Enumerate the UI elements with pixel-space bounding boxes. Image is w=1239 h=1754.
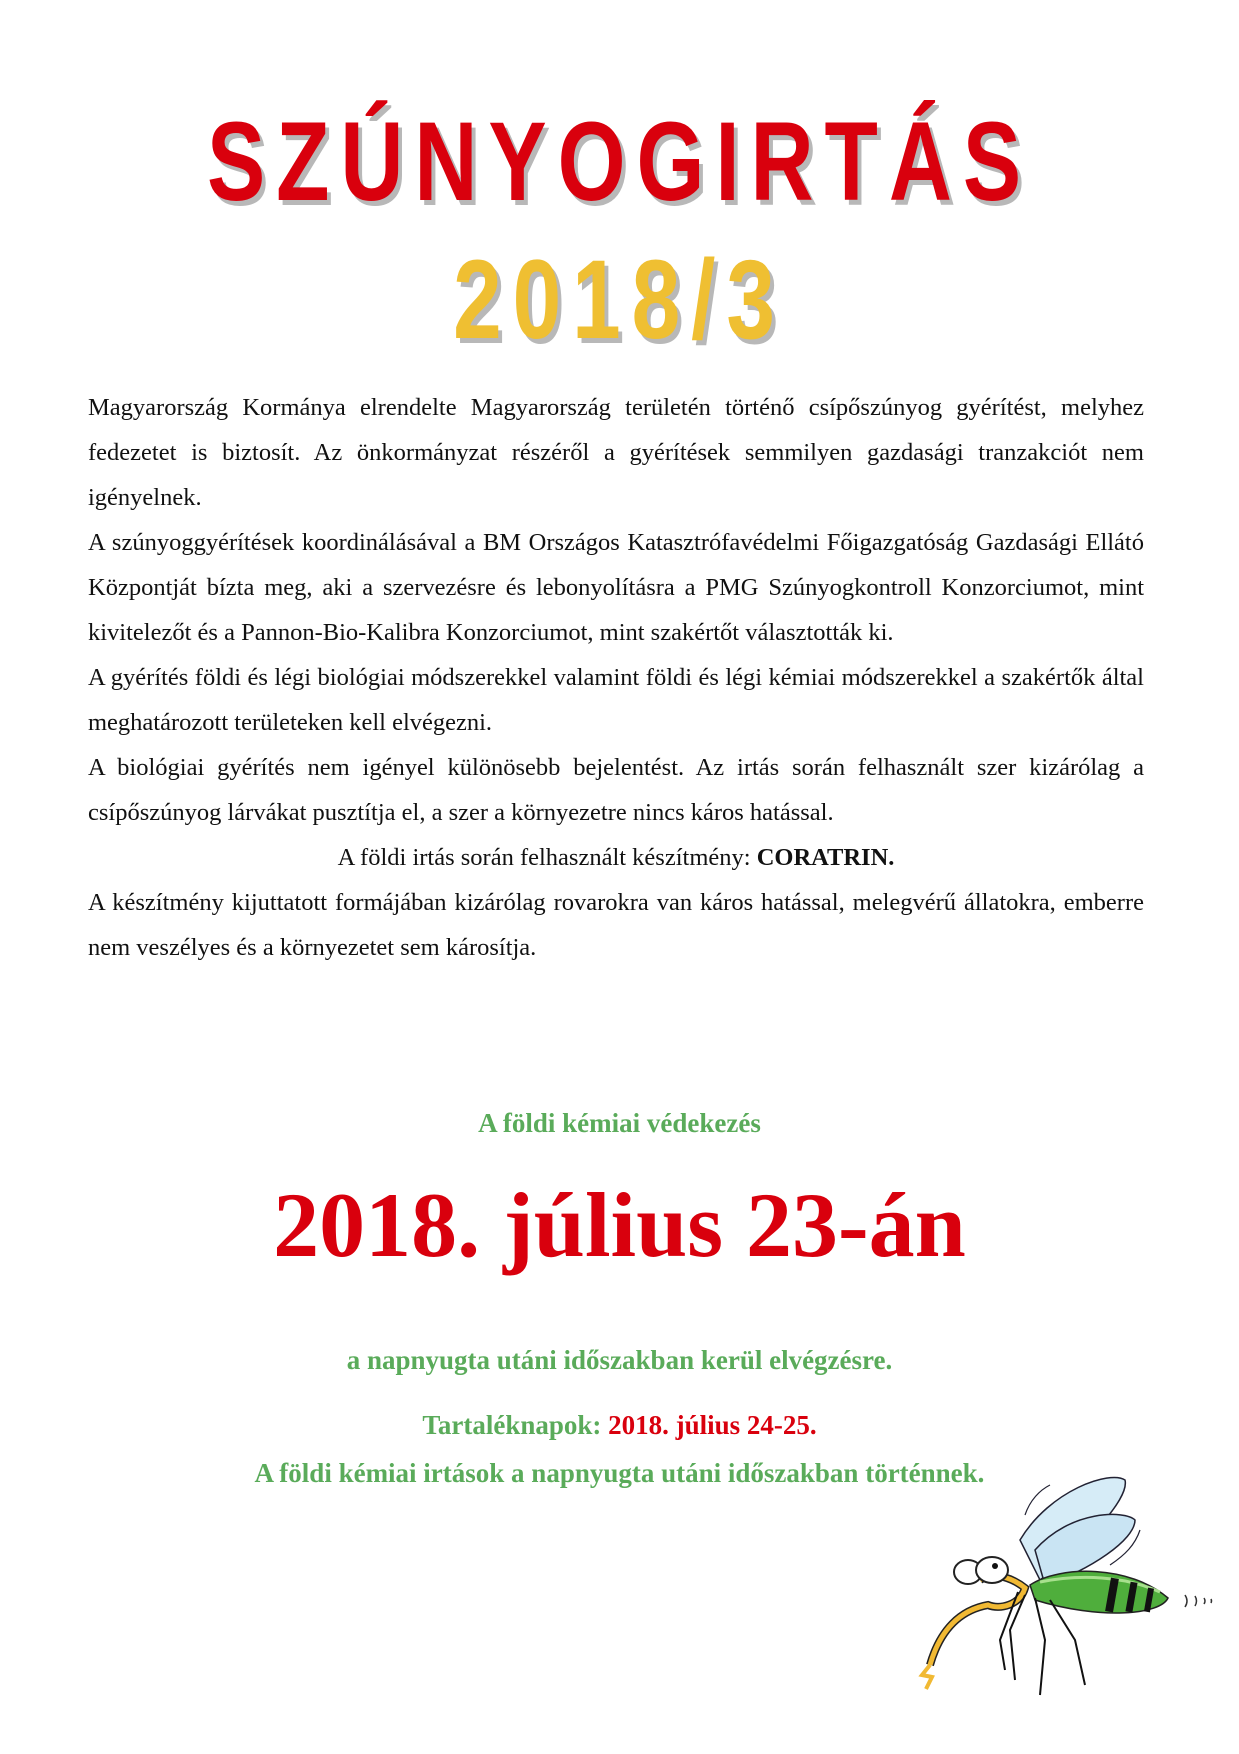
mosquito-cartoon-icon [900,1470,1230,1700]
notice-timing: a napnyugta utáni időszakban kerül elvégzésre. [346,1345,893,1375]
paragraph-biological: A biológiai gyérítés nem igényel különösebb bejelentést. Az irtás során felhasznált szer kizárólag a csípőszúnyog lárvákat pusztítja el, a szer a környezetre nincs káros hatással. [88,754,1144,826]
product-label: A földi irtás során felhasznált készítmény: [337,844,757,871]
paragraph-methods: A gyérítés földi és légi biológiai módszerekkel valamint földi és légi kémiai módszerekkel a szakértők által meghatározott területeken kell elvégezni. [88,664,1144,736]
body-text [88,385,1144,970]
product-name: CORATRIN. [756,844,895,871]
treatment-date: 2018. július 23-án [273,1174,966,1276]
notice-label: A földi kémiai védekezés [478,1108,761,1138]
issue-number: 2018/3 [453,237,786,362]
paragraph-government-order: Magyarország Kormánya elrendelte Magyarország területén történő csípőszúnyog gyérítést, melyhez fedezetet is biztosít. Az önkormányzat részéről a gyérítések semmilyen gazdasági tranzakciót nem igényelnek. [88,394,1144,511]
reserve-days [0,1410,1239,1441]
page-title: SZÚNYOGIRTÁS [206,99,1033,224]
notice-closing: A földi kémiai irtások a napnyugta utáni időszakban történnek. [254,1458,985,1488]
paragraph-product [88,835,1144,880]
paragraph-coordination: A szúnyoggyérítések koordinálásával a BM Országos Katasztrófavédelmi Főigazgatóság Gazdasági Ellátó Központját bízta meg, aki a szervezésre és lebonyolításra a PMG Szúnyogkontroll Konzorciumot, mint kivitelezőt és a Pannon-Bio-Kalibra Konzorciumot, mint szakértőt választották ki. [88,529,1144,646]
reserve-dates: 2018. július 24-25. [608,1410,817,1440]
reserve-label: Tartaléknapok: [422,1410,609,1440]
paragraph-safety: A készítmény kijuttatott formájában kizárólag rovarokra van káros hatással, melegvérű állatokra, emberre nem veszélyes és a környezetet sem károsítja. [88,889,1144,961]
